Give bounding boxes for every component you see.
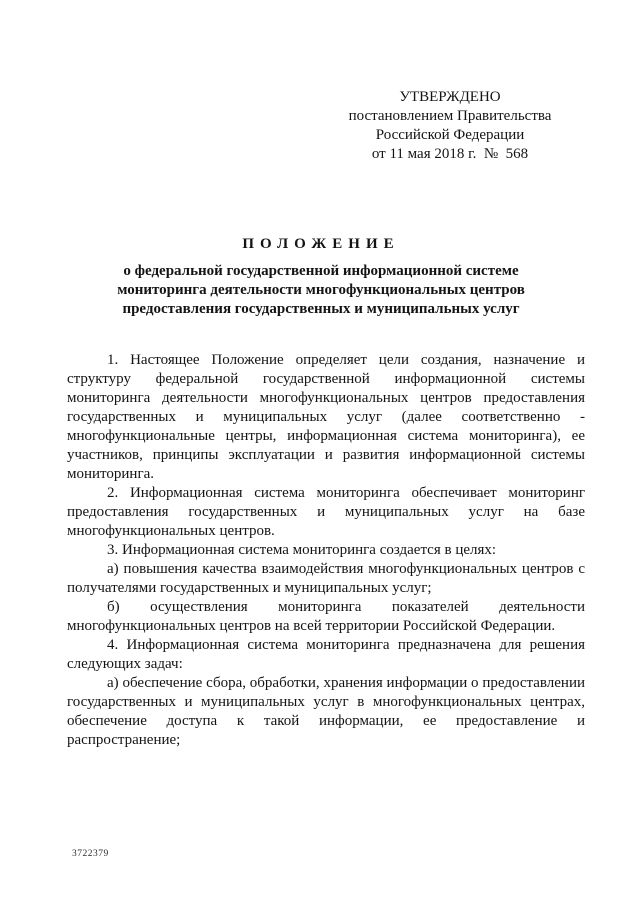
- paragraph-1: 1. Настоящее Положение определяет цели создания, назначение и структуру федеральной государственной информационной системы мониторинга деятельности многофункциональных центров предоставления государственных и муниципальных услуг (далее соответственно - многофункциональные центры, информационная система мониторинга), ее участников, принципы эксплуатации и развития информационной системы мониторинга.: [67, 352, 585, 482]
- approval-block: [345, 88, 555, 164]
- subtitle-line: о федеральной государственной информационной системе: [123, 263, 519, 279]
- paragraph-3: 3. Информационная система мониторинга создается в целях:: [107, 542, 497, 558]
- footer-code: 3722379: [72, 849, 109, 859]
- document-body: [67, 351, 585, 750]
- approval-line-date-number: от 11 мая 2018 г. № 568: [371, 146, 529, 162]
- subtitle-line: мониторинга деятельности многофункциональных центров: [117, 282, 525, 298]
- paragraph-2: 2. Информационная система мониторинга обеспечивает мониторинг предоставления государственных и муниципальных услуг на базе многофункциональных центров.: [67, 485, 585, 539]
- approval-line-federation: Российской Федерации: [375, 127, 525, 143]
- document-subtitle: [62, 262, 580, 319]
- paragraph-4: 4. Информационная система мониторинга предназначена для решения следующих задач:: [67, 637, 585, 672]
- title-block: [62, 236, 580, 319]
- approval-line-resolution: постановлением Правительства: [348, 108, 552, 124]
- paragraph-4a: а) обеспечение сбора, обработки, хранения информации о предоставлении государственных и муниципальных услуг в многофункциональных центрах, обеспечение доступа к такой информации, ее предоставление и распространение;: [67, 675, 585, 748]
- paragraph-3a: а) повышения качества взаимодействия многофункциональных центров с получателями государственных и муниципальных услуг;: [67, 561, 585, 596]
- subtitle-line: предоставления государственных и муниципальных услуг: [122, 301, 520, 317]
- document-heading: ПОЛОЖЕНИЕ: [242, 236, 400, 252]
- paragraph-3b: б) осуществления мониторинга показателей деятельности многофункциональных центров на всей территории Российской Федерации.: [67, 599, 585, 634]
- approval-line-approved: УТВЕРЖДЕНО: [399, 89, 501, 105]
